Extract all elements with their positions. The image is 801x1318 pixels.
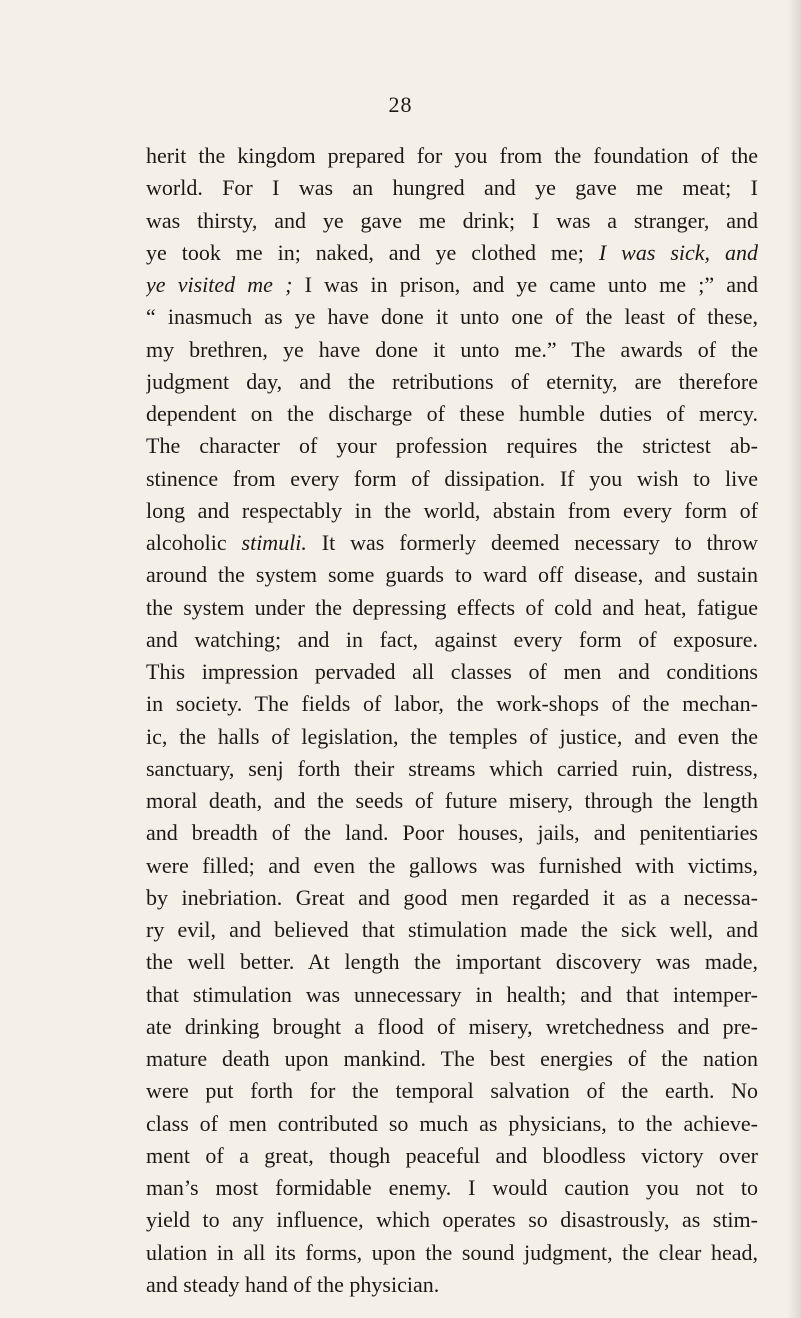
text-line [146,785,758,817]
page-number: 28 [388,92,413,117]
italic-text: stimuli. [241,530,307,555]
line-text: my brethren, ye have done it unto me.” The awards of the [146,336,758,362]
text-line [146,1204,758,1236]
text-line [146,817,758,849]
text-line [146,946,758,978]
line-text: mature death upon mankind. The best energies of the nation [146,1046,758,1071]
line-text: stinence from every form of dissipation. If you wish to live [146,465,758,491]
text-line [146,301,758,333]
text-line [146,559,758,591]
line-text: and steady hand of the physician. [146,1271,440,1297]
italic-text: ye visited me ; [146,272,293,297]
text-line [146,140,758,172]
text-line [146,1172,758,1204]
line-text: was thirsty, and ye gave me drink; I was a stranger, and [146,207,758,233]
line-text: moral death, and the seeds of future misery, through the length [146,788,758,813]
text-line [146,430,758,462]
text-line [146,495,758,527]
line-text: yield to any influence, which operates so disastrously, as stim- [146,1207,758,1233]
line-text: ic, the halls of legislation, the temples of justice, and even the [146,723,758,749]
line-text: and watching; and in fact, against every form of exposure. [146,626,758,652]
text-line [146,205,758,237]
line-text: alcoholic [146,530,242,555]
text-line [146,1075,758,1107]
text-line [146,624,758,656]
line-text: judgment day, and the retributions of eternity, are therefore [146,368,758,394]
text-line [146,398,758,430]
line-text: “ inasmuch as ye have done it unto one of the least of these, [146,304,758,330]
line-text: The character of your profession requires the strictest ab- [146,433,758,459]
line-text: class of men contributed so much as physicians, to the achieve- [146,1110,758,1136]
line-text: dependent on the discharge of these humble duties of mercy. [146,401,758,426]
text-line [146,237,758,269]
page-edge-shadow [787,0,801,1318]
line-text: and breadth of the land. Poor houses, jails, and penitentiaries [146,820,758,846]
line-text: ment of a great, though peaceful and bloodless victory over [146,1142,758,1168]
text-line [146,269,758,301]
line-text: ry evil, and believed that stimulation made the sick well, and [146,917,758,942]
text-line [146,1011,758,1043]
italic-text: I was sick, and [598,239,758,265]
text-line [146,1043,758,1075]
text-line [146,172,758,204]
line-text: long and respectably in the world, abstain from every form of [146,497,758,523]
line-text: were filled; and even the gallows was furnished with victims, [146,852,758,878]
line-text: the system under the depressing effects of cold and heat, fatigue [146,594,758,620]
text-line [146,1140,758,1172]
line-text: This impression pervaded all classes of men and conditions [146,659,758,684]
text-line [146,656,758,688]
line-text: in society. The fields of labor, the work-shops of the mechan- [146,691,758,717]
line-text: were put forth for the temporal salvation of the earth. No [146,1078,758,1104]
line-text: around the system some guards to ward off disease, and sustain [146,562,758,588]
line-text: by inebriation. Great and good men regarded it as a necessa- [146,884,758,910]
line-text: herit the kingdom prepared for you from the foundation of the [146,143,758,168]
body-text [146,140,758,1301]
text-line [146,1108,758,1140]
line-text: ate drinking brought a flood of misery, wretchedness and pre- [146,1013,758,1039]
line-text: I was in prison, and ye came unto me ;” and [292,272,758,297]
text-line [146,1269,758,1301]
line-text: It was formerly deemed necessary to throw [306,530,758,555]
text-line [146,592,758,624]
text-line [146,979,758,1011]
text-line [146,753,758,785]
line-text: ulation in all its forms, upon the sound judgment, the clear head, [146,1239,758,1265]
text-line [146,882,758,914]
line-text: sanctuary, senj forth their streams which carried ruin, distress, [146,755,758,781]
text-line [146,463,758,495]
text-line [146,366,758,398]
text-line [146,850,758,882]
line-text: ye took me in; naked, and ye clothed me; [146,239,599,265]
text-line [146,1237,758,1269]
text-line [146,914,758,946]
line-text: world. For I was an hungred and ye gave me meat; I [146,175,758,201]
text-line [146,334,758,366]
text-line [146,721,758,753]
line-text: man’s most formidable enemy. I would caution you not to [146,1175,758,1200]
line-text: the well better. At length the important discovery was made, [146,949,758,975]
line-text: that stimulation was unnecessary in health; and that intemper- [146,981,758,1007]
text-line [146,688,758,720]
text-line [146,527,758,559]
